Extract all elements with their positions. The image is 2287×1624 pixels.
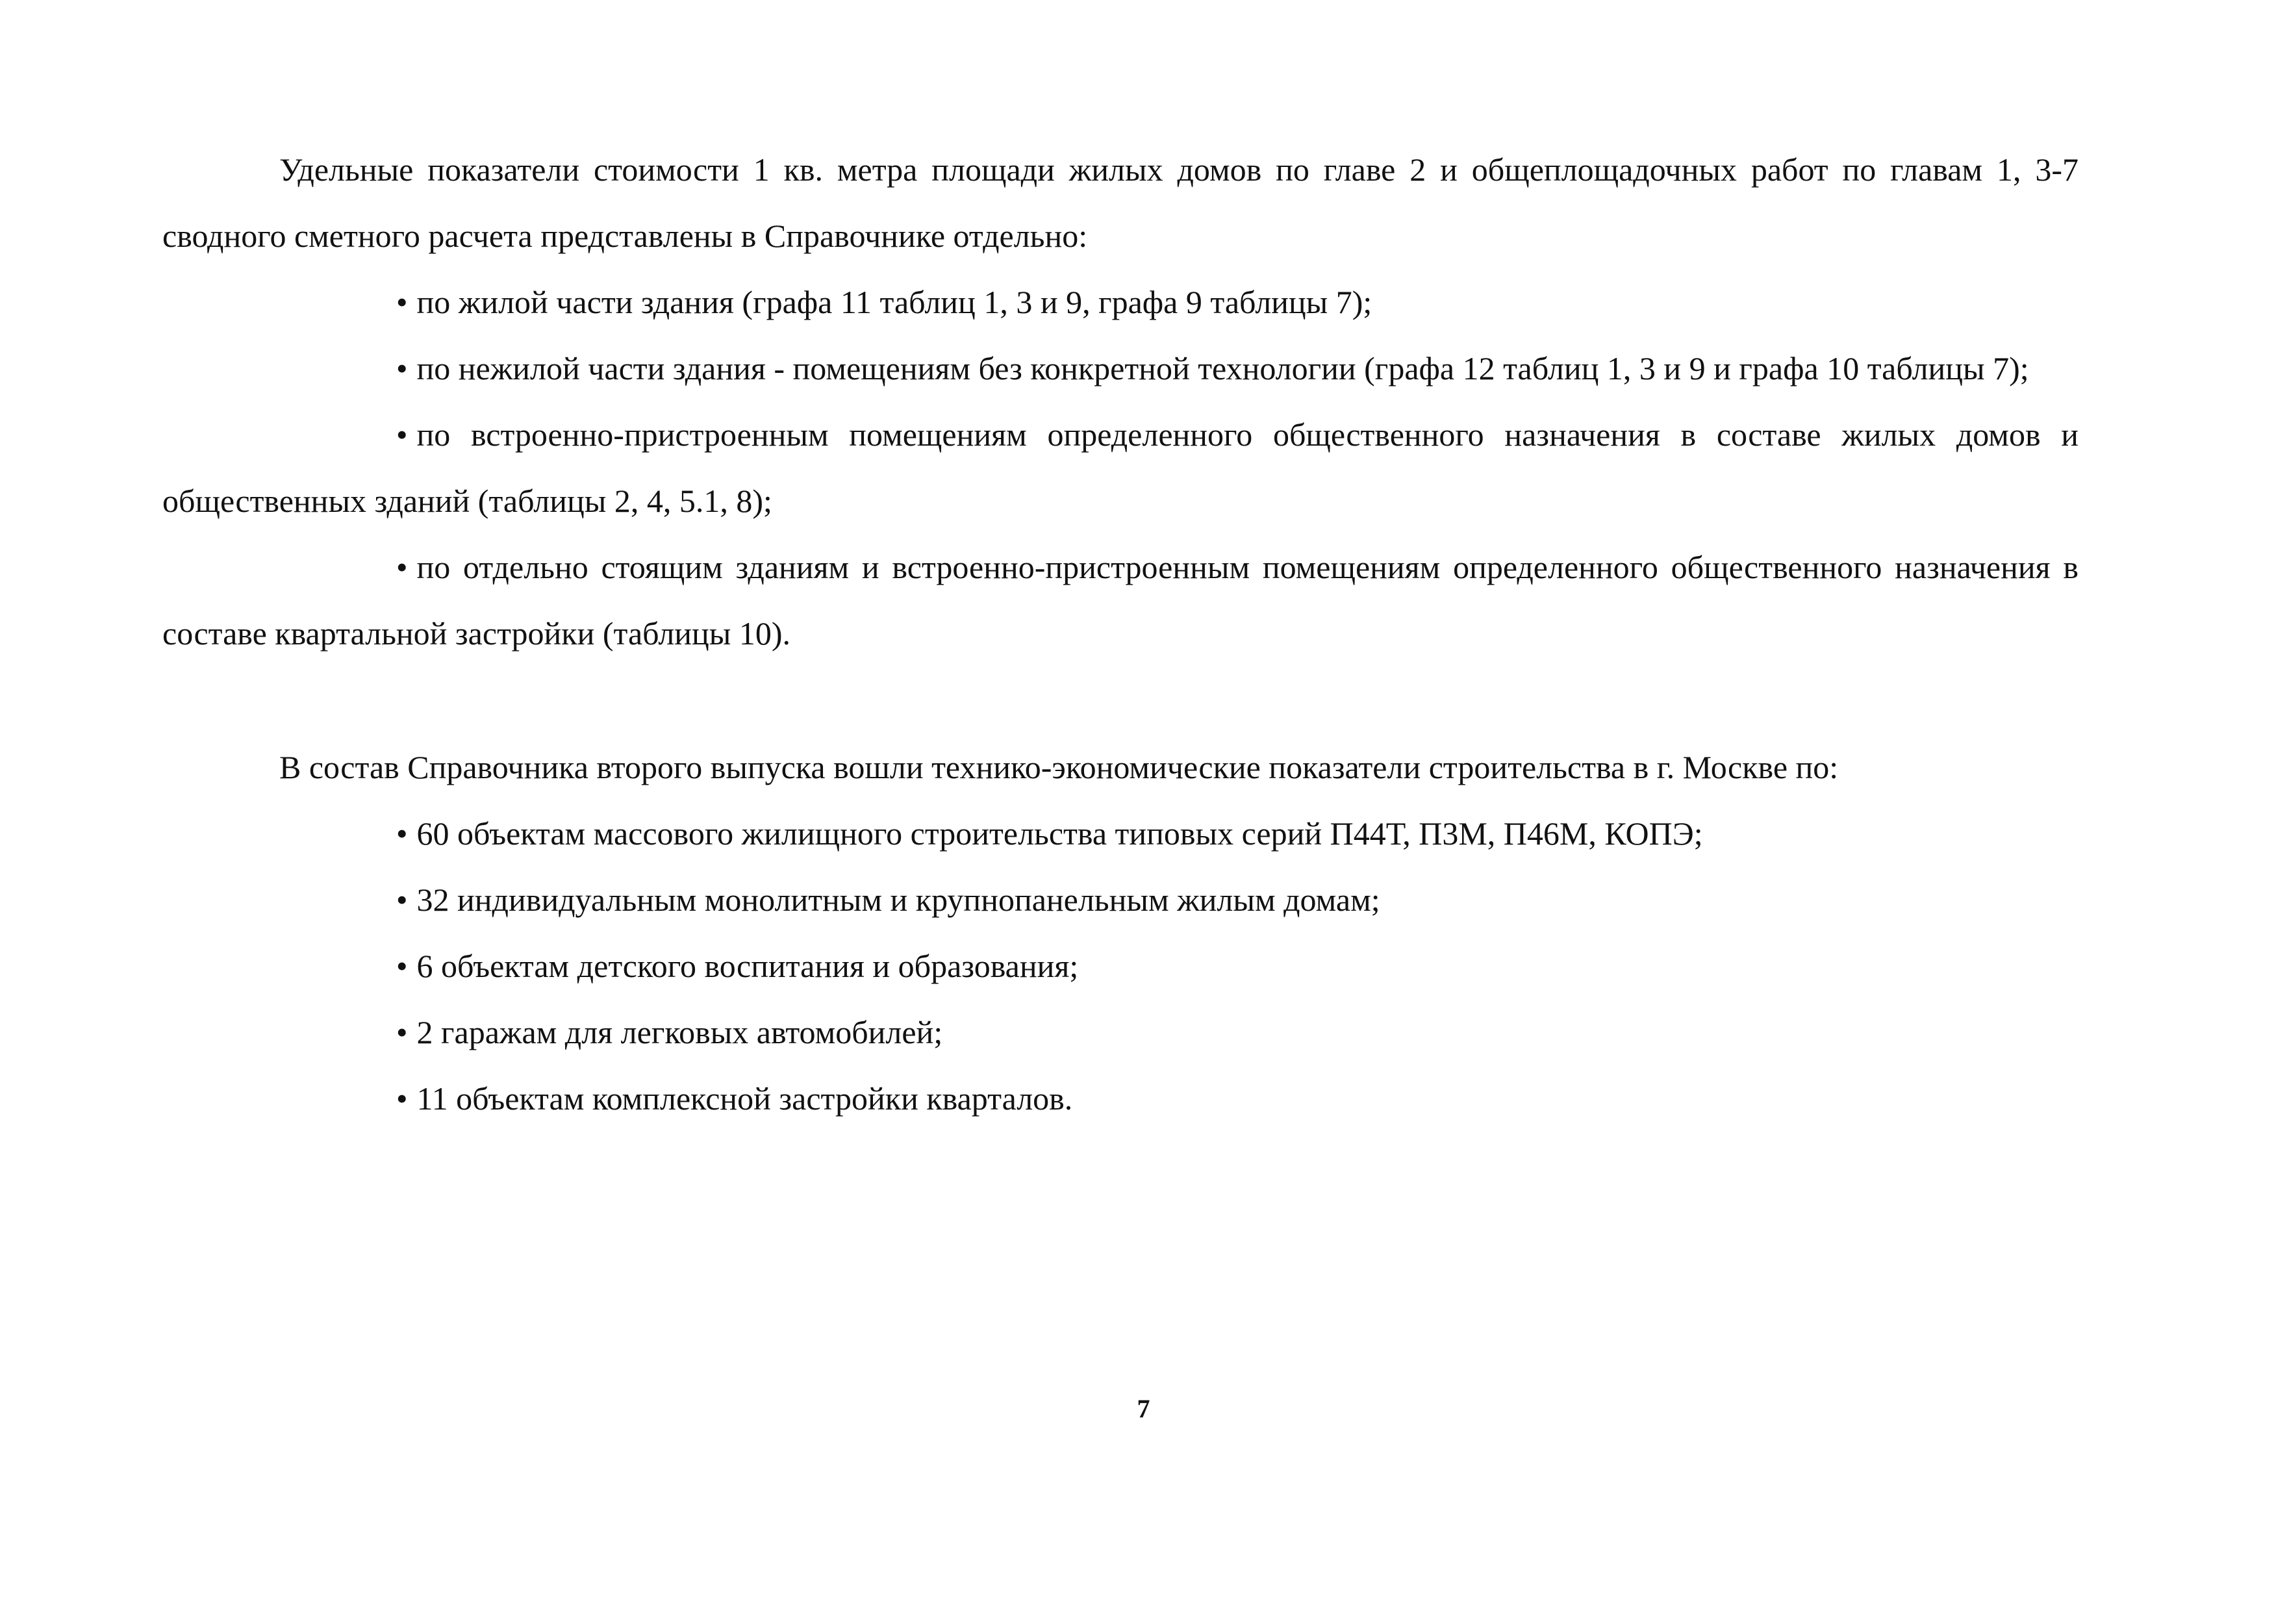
- list-item-text: 11 объектам комплексной застройки кварталов.: [416, 1080, 1073, 1117]
- intro-paragraph: Удельные показатели стоимости 1 кв. метра площади жилых домов по главе 2 и общеплощадочных работ по главам 1, 3-7 сводного сметного расчета представлены в Справочнике отдельно:: [162, 151, 2079, 254]
- page-number: 7: [1137, 1394, 1150, 1423]
- bullet-icon: •: [396, 416, 408, 453]
- list-item: [162, 401, 2079, 534]
- paragraph-gap: [162, 666, 2079, 734]
- bullet-icon: •: [396, 284, 408, 320]
- text-block: [162, 136, 2079, 1132]
- bullet-icon: •: [396, 1014, 408, 1050]
- bullet-icon: •: [396, 350, 408, 387]
- list-item-text: 6 объектам детского воспитания и образования;: [416, 948, 1079, 984]
- bullet-icon: •: [396, 882, 408, 918]
- list-item: [162, 999, 2079, 1065]
- list-item-text: по жилой части здания (графа 11 таблиц 1, 3 и 9, графа 9 таблицы 7);: [416, 284, 1372, 320]
- bullet-icon: •: [396, 948, 408, 984]
- list-item: [162, 534, 2079, 666]
- bullet-icon: •: [396, 815, 408, 852]
- list-item-text: 32 индивидуальным монолитным и крупнопанельным жилым домам;: [416, 882, 1380, 918]
- list-item: [162, 800, 2079, 867]
- list-item: [162, 269, 2079, 335]
- bullet-icon: •: [396, 549, 408, 585]
- bullet-icon: •: [396, 1080, 408, 1117]
- list-item: [162, 933, 2079, 999]
- list-item-text: по отдельно стоящим зданиям и встроенно-пристроенным помещениям определенного общественного назначения в составе квартальной застройки (таблицы 10).: [162, 549, 2079, 652]
- list-item-text: по нежилой части здания - помещениям без конкретной технологии (графа 12 таблиц 1, 3 и 9 и графа 10 таблицы 7);: [416, 350, 2029, 387]
- list-item-text: 60 объектам массового жилищного строительства типовых серий П44Т, П3М, П46М, КОПЭ;: [416, 815, 1703, 852]
- composition-paragraph: В состав Справочника второго выпуска вошли технико-экономические показатели строительства в г. Москве по:: [279, 749, 1839, 785]
- list-item: [162, 867, 2079, 933]
- list-item: [162, 1065, 2079, 1132]
- list-item-text: по встроенно-пристроенным помещениям определенного общественного назначения в составе жилых домов и общественных зданий (таблицы 2, 4, 5.1, 8);: [162, 416, 2079, 519]
- list-item-text: 2 гаражам для легковых автомобилей;: [416, 1014, 943, 1050]
- list-item: [162, 335, 2079, 401]
